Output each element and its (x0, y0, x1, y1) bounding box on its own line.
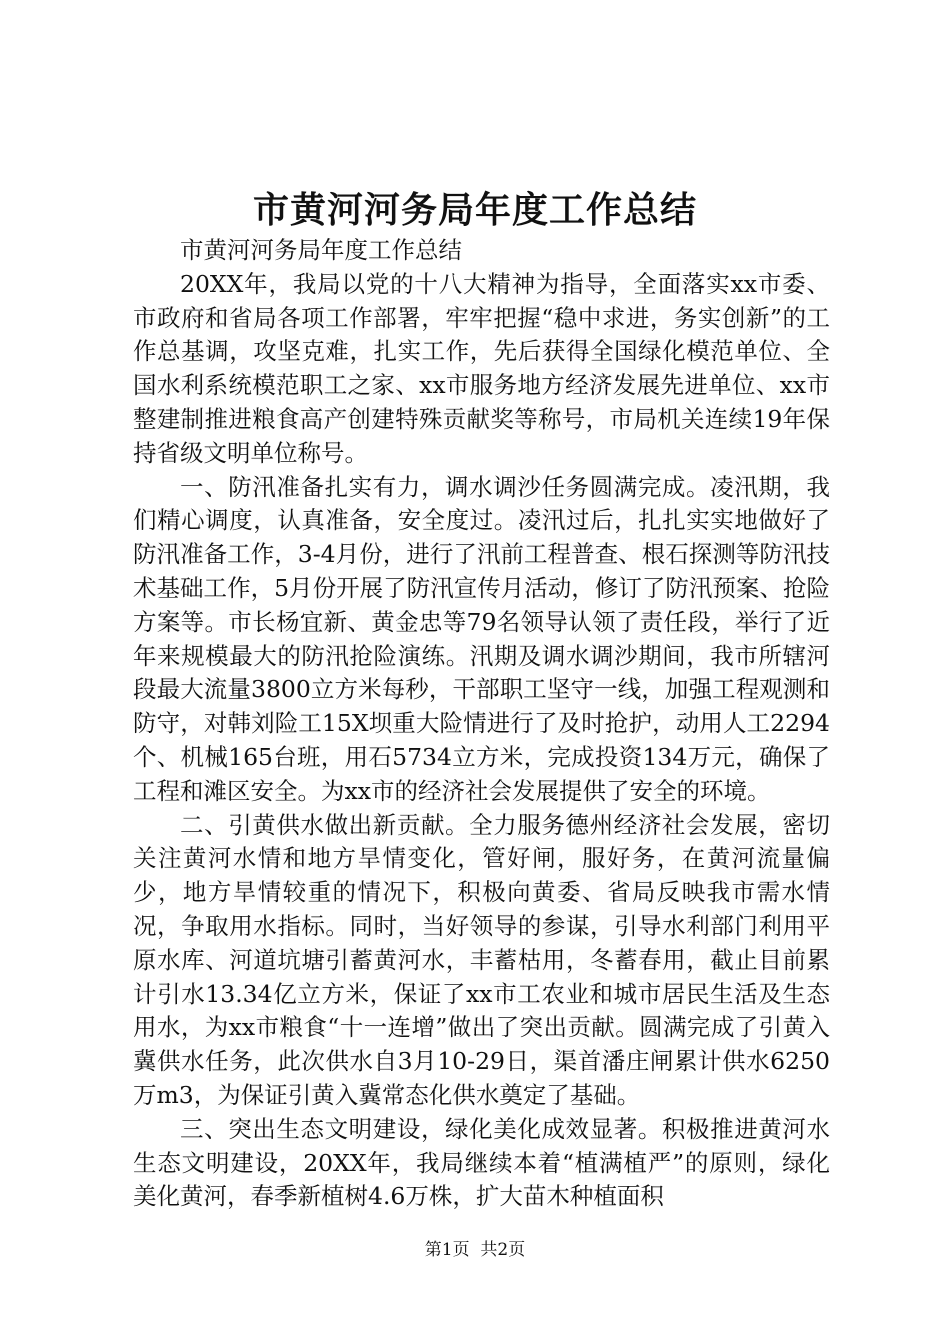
page-footer (0, 1238, 950, 1262)
paragraph-flood-control: 一、防汛准备扎实有力，调水调沙任务圆满完成。凌汛期，我们精心调度，认真准备，安全度过。凌汛过后，扎扎实实地做好了防汛准备工作，3-4月份，进行了汛前工程普查、根石探测等防汛技术基础工作，5月份开展了防汛宣传月活动，修订了防汛预案、抢险方案等。市长杨宜新、黄金忠等79名领导认领了责任段，举行了近年来规模最大的防汛抢险演练。汛期及调水调沙期间，我市所辖河段最大流量3800立方米每秒，干部职工坚守一线，加强工程观测和防守，对韩刘险工15X坝重大险情进行了及时抢护，动用人工2294个、机械165台班，用石5734立方米，完成投资134万元，确保了工程和滩区安全。为xx市的经济社会发展提供了安全的环境。 (133, 472, 830, 805)
paragraph-ecology: 三、突出生态文明建设，绿化美化成效显著。积极推进黄河水生态文明建设，20XX年，我局继续本着“植满植严”的原则，绿化美化黄河，春季新植树4.6万株，扩大苗木种植面积 (133, 1114, 830, 1211)
paragraph-water-supply: 二、引黄供水做出新贡献。全力服务德州经济社会发展，密切关注黄河水情和地方旱情变化，管好闸，服好务，在黄河流量偏少，地方旱情较重的情况下，积极向黄委、省局反映我市需水情况，争取用水指标。同时，当好领导的参谋，引导水利部门利用平原水库、河道坑塘引蓄黄河水，丰蓄枯用，冬蓄春用，截止目前累计引水13.34亿立方米，保证了xx市工农业和城市居民生活及生态用水，为xx市粮食“十一连增”做出了突出贡献。圆满完成了引黄入冀供水任务，此次供水自3月10-29日，渠首潘庄闸累计供水6250万m3，为保证引黄入冀常态化供水奠定了基础。 (133, 810, 830, 1109)
page-number: 第1页 共2页 (424, 1240, 526, 1260)
paragraph-intro: 20XX年，我局以党的十八大精神为指导，全面落实xx市委、市政府和省局各项工作部署，牢牢把握“稳中求进，务实创新”的工作总基调，攻坚克难，扎实工作，先后获得全国绿化模范单位、全国水利系统模范职工之家、xx市服务地方经济发展先进单位、xx市整建制推进粮食高产创建特殊贡献奖等称号，市局机关连续19年保持省级文明单位称号。 (133, 269, 830, 467)
document-body (133, 234, 830, 1214)
paragraph-subtitle: 市黄河河务局年度工作总结 (180, 236, 462, 264)
document-title: 市黄河河务局年度工作总结 (252, 189, 697, 231)
